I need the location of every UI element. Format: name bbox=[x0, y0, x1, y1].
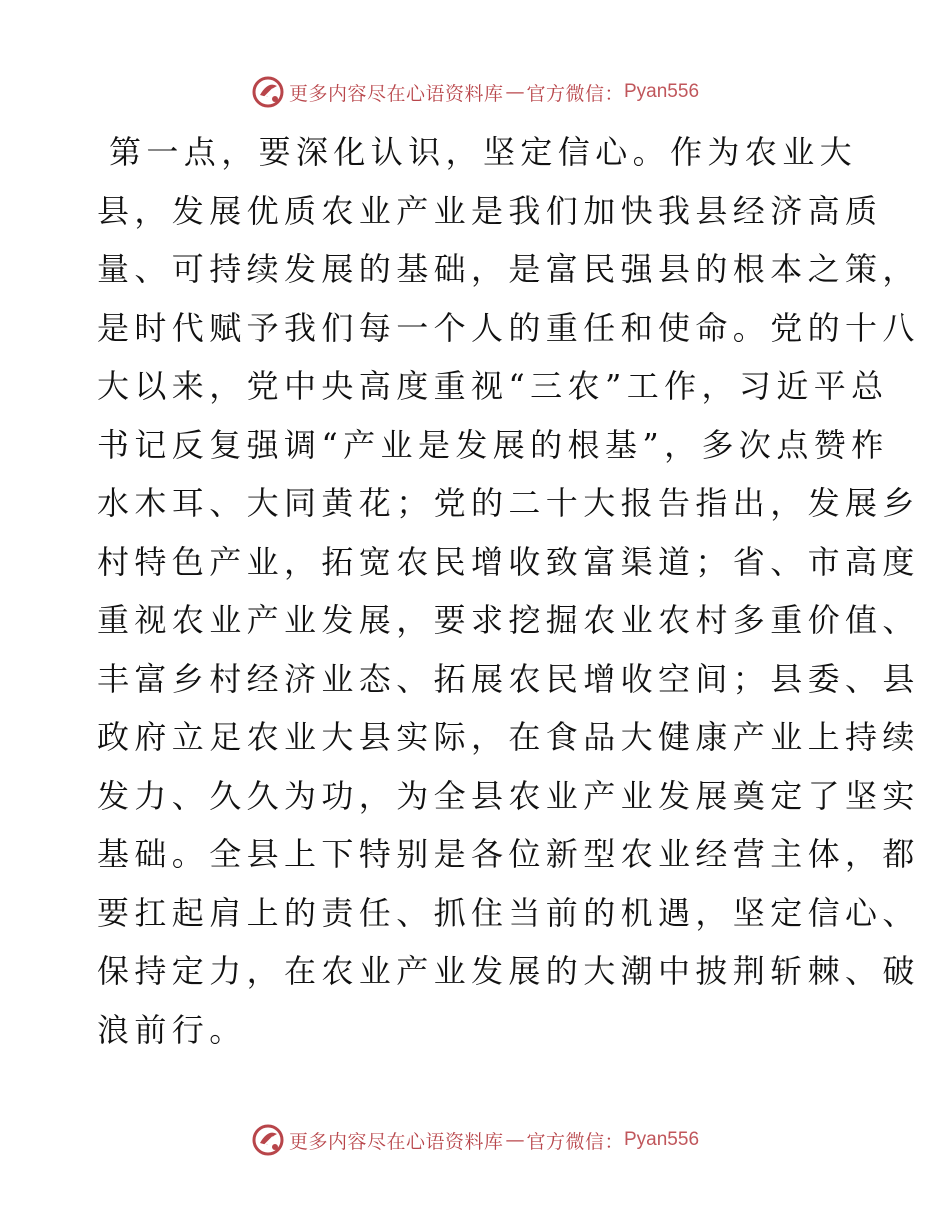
text-line: 书记反复强调“产业是发展的根基”，多次点赞柞 bbox=[97, 425, 889, 464]
watermark-label: 官方微信： bbox=[526, 1130, 624, 1153]
text-line: 保持定力，在农业产业发展的大潮中披荆斩棘、破 bbox=[97, 952, 920, 990]
text-line: 是时代赋予我们每一个人的重任和使命。党的十八 bbox=[97, 308, 920, 347]
watermark-separator: — bbox=[505, 1129, 525, 1151]
watermark-brand-text: 更多内容尽在心语资料库 bbox=[288, 1130, 504, 1153]
brand-logo-icon bbox=[251, 75, 285, 109]
text-line: 水木耳、大同黄花；党的二十大报告指出，发展乡 bbox=[97, 484, 920, 522]
watermark-wechat-id: Pyan556 bbox=[624, 81, 700, 102]
text-line: 大以来，党中央高度重视“三农”工作，习近平总 bbox=[97, 367, 889, 405]
footer-watermark bbox=[0, 1120, 950, 1160]
header-watermark bbox=[0, 72, 950, 112]
watermark-separator: — bbox=[505, 81, 525, 103]
text-line: 第一点，要深化认识，坚定信心。作为农业大 bbox=[109, 133, 858, 171]
text-line: 村特色产业，拓宽农民增收致富渠道；省、市高度 bbox=[97, 542, 920, 581]
text-line: 县，发展优质农业产业是我们加快我县经济高质 bbox=[97, 191, 883, 230]
text-line: 丰富乡村经济业态、拓展农民增收空间；县委、县 bbox=[97, 659, 920, 698]
text-line: 政府立足农业大县实际，在食品大健康产业上持续 bbox=[97, 718, 920, 756]
watermark-label: 官方微信： bbox=[526, 82, 624, 105]
watermark-wechat-id: Pyan556 bbox=[624, 1129, 700, 1150]
text-line: 基础。全县上下特别是各位新型农业经营主体，都 bbox=[97, 835, 920, 873]
text-line: 重视农业产业发展，要求挖掘农业农村多重价值、 bbox=[97, 601, 920, 639]
watermark-brand-text: 更多内容尽在心语资料库 bbox=[288, 82, 504, 105]
document-body bbox=[97, 123, 920, 1059]
text-line: 量、可持续发展的基础，是富民强县的根本之策， bbox=[97, 250, 920, 288]
text-line: 发力、久久为功，为全县农业产业发展奠定了坚实 bbox=[97, 776, 920, 815]
brand-logo-icon bbox=[251, 1123, 285, 1157]
text-line: 要扛起肩上的责任、抓住当前的机遇，坚定信心、 bbox=[97, 893, 920, 932]
text-line: 浪前行。 bbox=[97, 1010, 247, 1049]
